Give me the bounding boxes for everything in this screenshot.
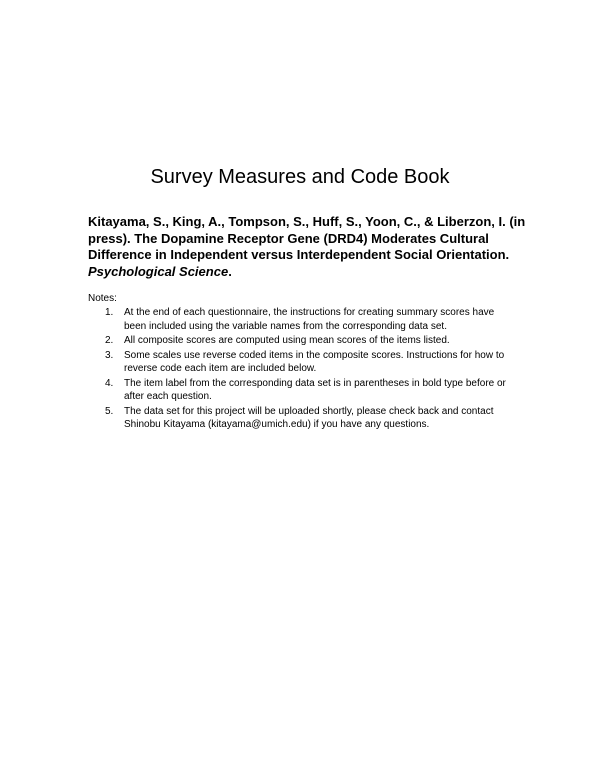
note-number: 5.	[105, 405, 114, 417]
note-item	[88, 349, 518, 376]
citation-main: Kitayama, S., King, A., Tompson, S., Huff, S., Yoon, C., & Liberzon, I. (in press). The Dopamine Receptor Gene (DRD4) Moderates Cultural Difference in Independent versus Interdependent Social Orientation.	[88, 214, 526, 262]
note-item	[88, 334, 518, 348]
note-item	[88, 306, 518, 333]
note-text: Some scales use reverse coded items in the composite scores. Instructions for how to reverse code each item are included below.	[124, 349, 505, 374]
note-text: At the end of each questionnaire, the instructions for creating summary scores have been included using the variable names from the corresponding data set.	[124, 307, 495, 332]
citation-journal: Psychological Science	[88, 263, 229, 279]
citation	[88, 214, 528, 280]
note-text: All composite scores are computed using mean scores of the items listed.	[124, 335, 450, 346]
notes-list	[88, 306, 518, 433]
notes-label: Notes:	[88, 293, 117, 304]
note-text: The data set for this project will be uploaded shortly, please check back and contact Shinobu Kitayama (kitayama@umich.edu) if you have any questions.	[124, 405, 494, 430]
note-number: 4.	[105, 377, 114, 389]
note-item	[88, 405, 518, 432]
citation-end: .	[228, 263, 232, 279]
note-text: The item label from the corresponding data set is in parentheses in bold type before or after each question.	[124, 377, 506, 402]
note-number: 2.	[105, 335, 114, 346]
note-number: 1.	[105, 307, 114, 318]
note-number: 3.	[105, 349, 114, 361]
note-item	[88, 377, 518, 404]
page-title: Survey Measures and Code Book	[150, 166, 450, 188]
